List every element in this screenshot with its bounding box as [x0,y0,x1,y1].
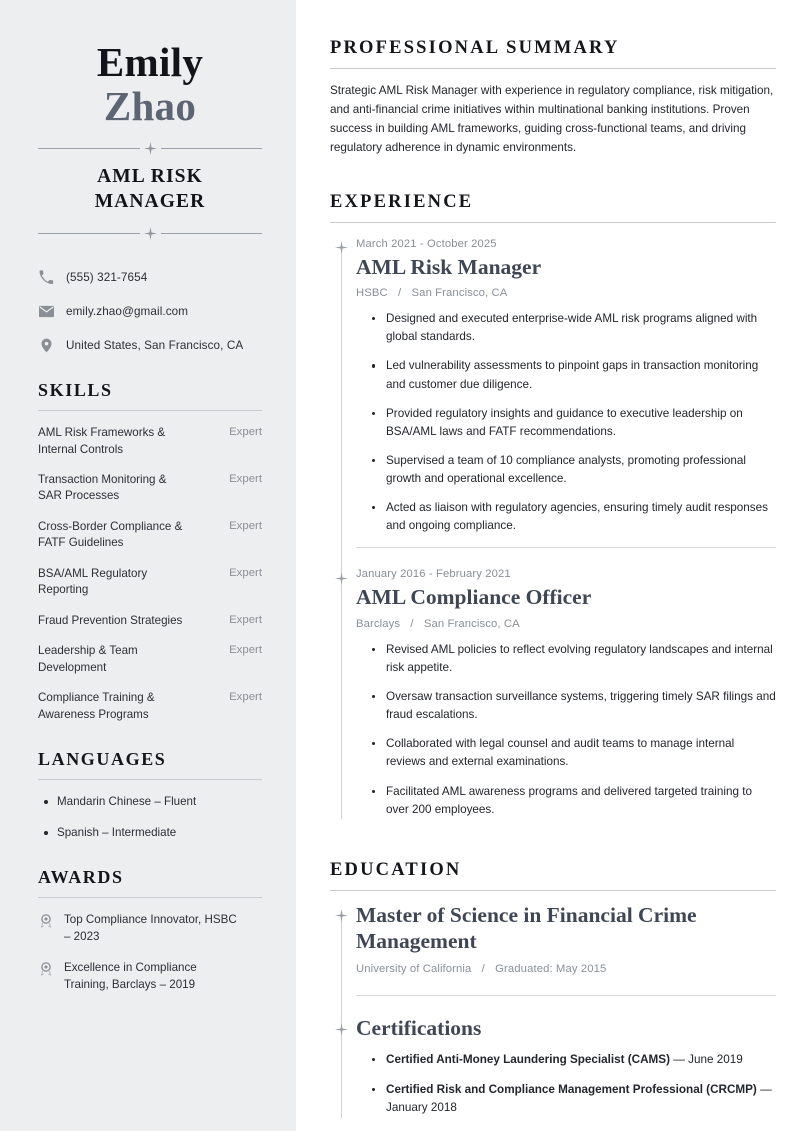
experience-heading: EXPERIENCE [330,191,474,212]
star-divider-top [38,142,262,154]
skills-heading: SKILLS [38,380,113,401]
spacer [330,162,776,192]
certification-dash: — [756,1083,772,1097]
skill-item [38,690,262,723]
bullet-item: Acted as liaison with regulatory agencies, ensuring timely audit responses and ongoing compliance. [372,499,776,535]
skill-name: AML Risk Frameworks & Internal Controls [38,426,166,456]
first-name: Emily [96,39,204,85]
bullet-item: Collaborated with legal counsel and audit teams to manage internal reviews and external examinations. [372,735,776,771]
education-entry [356,903,776,997]
experience-entry [356,235,776,549]
bullet-item: Supervised a team of 10 compliance analysts, promoting professional growth and operational excellence. [372,452,776,488]
skills-heading-rule [38,410,262,411]
phone-icon [38,269,55,286]
certifications-list [356,1051,776,1117]
headline-line-1: AML RISK [97,166,203,188]
entry-divider [356,995,776,996]
skill-item [38,425,262,458]
divider-rule-right [161,233,263,234]
skill-name: Transaction Monitoring & SAR Processes [38,472,167,503]
awards-heading-rule [38,897,262,898]
experience-entry [356,565,776,818]
four-point-star-icon [330,567,352,589]
entry-job-title: AML Risk Manager [356,254,542,279]
envelope-icon [38,303,55,320]
summary-text: Strategic AML Risk Manager with experience in regulatory compliance, risk mitigation, and anti-financial crime initiatives within multinational banking institutions. Proven success in building AML frameworks, guiding cross-functional teams, and driving regulatory adherence in dynamic environments. [330,84,774,154]
entry-location: San Francisco, CA [423,617,520,630]
language-text: Spanish – Intermediate [57,826,177,840]
entry-company: Barclays [356,617,401,630]
bullet-item: Provided regulatory insights and guidance to executive leadership on BSA/AML laws and FATF recommendations. [372,405,776,441]
main-column [296,0,800,1131]
bullet-item: Revised AML policies to reflect evolving regulatory landscapes and internal risk appetite. [372,641,776,677]
skill-level: Expert [229,691,262,704]
skill-level: Expert [229,472,262,485]
skill-item [38,566,262,599]
language-item [38,825,262,841]
entry-company: HSBC [356,287,388,300]
skills-section [38,380,262,723]
entry-date: January 2016 - February 2021 [356,568,511,581]
entry-meta-separator: / [398,287,402,300]
skill-name: BSA/AML Regulatory Reporting [38,566,148,597]
entry-meta-separator: / [410,617,414,630]
skill-item [38,613,262,629]
phone-value: (555) 321-7654 [66,271,148,285]
bullet-item: Designed and executed enterprise-wide AML risk programs aligned with global standards. [372,310,776,346]
language-item [38,794,262,810]
summary-heading-rule [330,68,776,69]
skill-name: Leadership & Team Development [38,644,138,674]
skill-item [38,472,262,505]
skill-name: Compliance Training & Awareness Programs [38,691,155,721]
certification-dash: — [669,1053,689,1067]
summary-heading: PROFESSIONAL SUMMARY [330,38,620,58]
entry-meta [356,618,776,630]
location-value: United States, San Francisco, CA [66,339,244,353]
sidebar [0,0,296,1131]
certification-item [372,1081,776,1117]
certifications-entry [356,1016,776,1117]
education-heading-rule [330,890,776,891]
skill-item [38,519,262,552]
skill-item [38,643,262,676]
entry-location: San Francisco, CA [411,287,508,300]
certification-date: June 2019 [688,1053,743,1067]
name-block [38,40,262,130]
award-item [38,960,262,994]
bullet-item: Facilitated AML awareness programs and delivered targeted training to over 200 employees. [372,783,776,819]
education-section [330,860,776,1118]
entry-bullets [356,641,776,819]
divider-rule-right [161,148,263,149]
timeline-line [341,249,342,819]
bullet-item: Led vulnerability assessments to pinpoint gaps in transaction monitoring and customer due diligence. [372,357,776,393]
school-name: University of California [356,963,472,976]
languages-heading-rule [38,779,262,780]
four-point-star-icon [144,142,157,155]
certification-name: Certified Anti-Money Laundering Specialist (CAMS) [386,1053,670,1067]
four-point-star-icon [330,237,352,259]
entry-date: March 2021 - October 2025 [356,237,497,250]
contact-list [38,269,262,354]
education-timeline [330,903,776,1118]
languages-heading: LANGUAGES [38,748,167,769]
skill-name: Cross-Border Compliance & FATF Guidelines [38,519,183,550]
last-name: Zhao [103,83,197,130]
skill-level: Expert [229,426,262,439]
awards-section [38,867,262,993]
bullet-item: Oversaw transaction surveillance systems, triggering timely SAR filings and fraud escalations. [372,688,776,724]
bullet-dot-icon [44,831,48,835]
skill-name: Fraud Prevention Strategies [38,613,183,627]
bullet-dot-icon [44,800,48,804]
skill-level: Expert [229,566,262,579]
entry-divider [356,547,776,548]
entry-bullets [356,310,776,535]
four-point-star-icon [330,905,352,927]
experience-section [330,192,776,819]
award-text: Excellence in Compliance Training, Barclays – 2019 [64,961,197,991]
education-meta-separator: / [481,963,485,976]
languages-section [38,749,262,841]
language-text: Mandarin Chinese – Fluent [57,794,197,808]
four-point-star-icon [330,1018,352,1040]
awards-heading: AWARDS [38,867,124,888]
timeline-line [341,917,342,1118]
education-heading: EDUCATION [330,859,462,880]
award-item [38,912,262,946]
star-divider-bottom [38,227,262,239]
graduation-date: Graduated: May 2015 [495,963,607,976]
divider-rule-left [38,233,140,234]
contact-location[interactable] [38,337,262,354]
experience-heading-rule [330,222,776,223]
skill-level: Expert [229,644,262,657]
award-text: Top Compliance Innovator, HSBC – 2023 [64,913,237,944]
skill-level: Expert [229,613,262,626]
certification-date: January 2018 [386,1101,457,1115]
experience-timeline [330,235,776,819]
award-medal-icon [38,961,54,977]
degree-title: Master of Science in Financial Crime Management [356,902,697,953]
email-value: emily.zhao@gmail.com [66,305,189,319]
divider-rule-left [38,148,140,149]
location-pin-icon [38,337,55,354]
certification-item [372,1051,776,1069]
entry-job-title: AML Compliance Officer [356,585,592,610]
certifications-heading: Certifications [356,1016,482,1041]
award-medal-icon [38,913,54,929]
entry-meta [356,287,776,299]
contact-email[interactable] [38,303,262,320]
professional-summary-section [330,38,776,158]
education-meta [356,963,776,975]
certification-name: Certified Risk and Compliance Management Professional (CRCMP) [386,1083,757,1097]
spacer [330,830,776,860]
headline-line-2: MANAGER [94,191,206,213]
headline-job-title [38,165,262,215]
skill-level: Expert [229,519,262,532]
four-point-star-icon [144,227,157,240]
contact-phone[interactable] [38,269,262,286]
